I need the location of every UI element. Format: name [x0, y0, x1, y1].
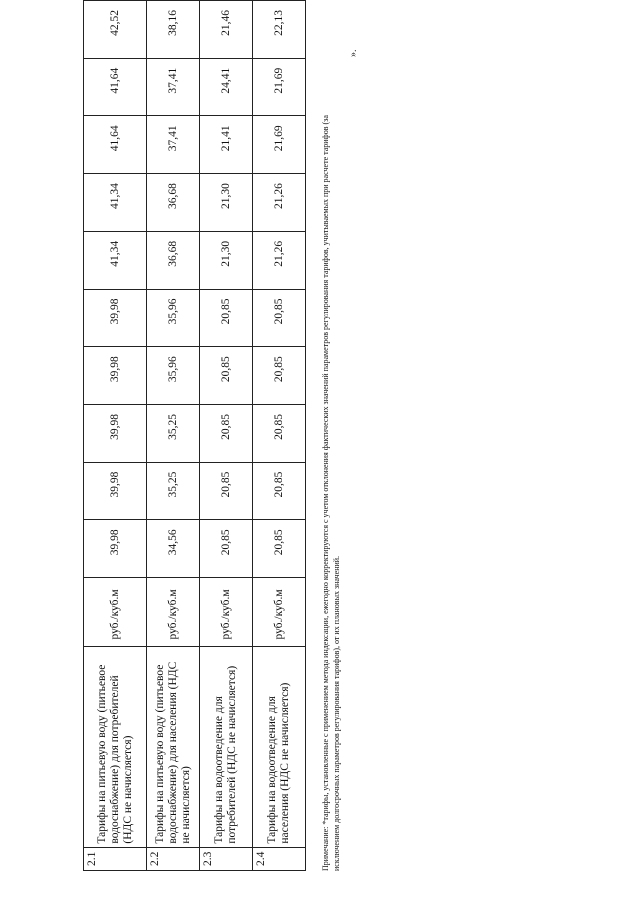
row-unit: руб./куб.м: [147, 578, 200, 646]
value-cell: 41,64: [84, 58, 147, 116]
value-cell: 37,41: [147, 116, 200, 174]
value-cell: 21,69: [253, 116, 306, 174]
value-cell: 20,85: [253, 347, 306, 405]
value-cell: 39,98: [84, 520, 147, 578]
row-number: 2.4: [253, 847, 306, 870]
value-cell: 20,85: [200, 404, 253, 462]
value-cell: 39,98: [84, 462, 147, 520]
value-cell: 36,68: [147, 174, 200, 232]
value-cell: 39,98: [84, 347, 147, 405]
value-cell: 21,30: [200, 174, 253, 232]
value-cell: 42,52: [84, 1, 147, 59]
value-cell: 20,85: [200, 289, 253, 347]
tariff-table-body: [84, 1, 306, 871]
value-cell: 21,26: [253, 174, 306, 232]
value-cell: 37,41: [147, 58, 200, 116]
value-cell: 21,46: [200, 1, 253, 59]
value-cell: 41,64: [84, 116, 147, 174]
row-number: 2.2: [147, 847, 200, 870]
value-cell: 20,85: [253, 404, 306, 462]
value-cell: 20,85: [253, 462, 306, 520]
value-cell: 22,13: [253, 1, 306, 59]
table-row: [253, 1, 306, 871]
row-name: Тарифы на водоотведение для потребителей (НДС не начисляется): [200, 646, 253, 847]
row-name: Тарифы на питьевую воду (питьевое водоснабжение) для потребителей (НДС не начисляется): [84, 646, 147, 847]
value-cell: 35,96: [147, 347, 200, 405]
value-cell: 21,41: [200, 116, 253, 174]
value-cell: 20,85: [200, 520, 253, 578]
footnote: Примечание: *тарифы, установленные с применением метода индексации, ежегодно корректируются с учетом отклонения фактических значений параметров регулирования тарифов, учитываемых при расчете тарифов (за исключением долгосрочных параметров регулирования тарифов), от их плановых значений.: [321, 115, 341, 871]
value-cell: 21,69: [253, 58, 306, 116]
value-cell: 20,85: [200, 347, 253, 405]
table-row: [200, 1, 253, 871]
value-cell: 35,25: [147, 404, 200, 462]
value-cell: 34,56: [147, 520, 200, 578]
row-number: 2.3: [200, 847, 253, 870]
closing-quote-mark: ».: [348, 49, 359, 57]
value-cell: 21,26: [253, 231, 306, 289]
value-cell: 39,98: [84, 404, 147, 462]
row-name: Тарифы на питьевую воду (питьевое водоснабжение) для населения (НДС не начисляется): [147, 646, 200, 847]
value-cell: 41,34: [84, 231, 147, 289]
row-number: 2.1: [84, 847, 147, 870]
table-row: [84, 1, 147, 871]
row-name: Тарифы на водоотведение для населения (НДС не начисляется): [253, 646, 306, 847]
value-cell: 35,96: [147, 289, 200, 347]
value-cell: 20,85: [200, 462, 253, 520]
value-cell: 21,30: [200, 231, 253, 289]
value-cell: 39,98: [84, 289, 147, 347]
value-cell: 24,41: [200, 58, 253, 116]
row-unit: руб./куб.м: [84, 578, 147, 646]
table-row: [147, 1, 200, 871]
row-unit: руб./куб.м: [253, 578, 306, 646]
value-cell: 38,16: [147, 1, 200, 59]
tariff-table: [83, 0, 306, 871]
value-cell: 20,85: [253, 289, 306, 347]
value-cell: 20,85: [253, 520, 306, 578]
value-cell: 35,25: [147, 462, 200, 520]
row-unit: руб./куб.м: [200, 578, 253, 646]
value-cell: 36,68: [147, 231, 200, 289]
value-cell: 41,34: [84, 174, 147, 232]
